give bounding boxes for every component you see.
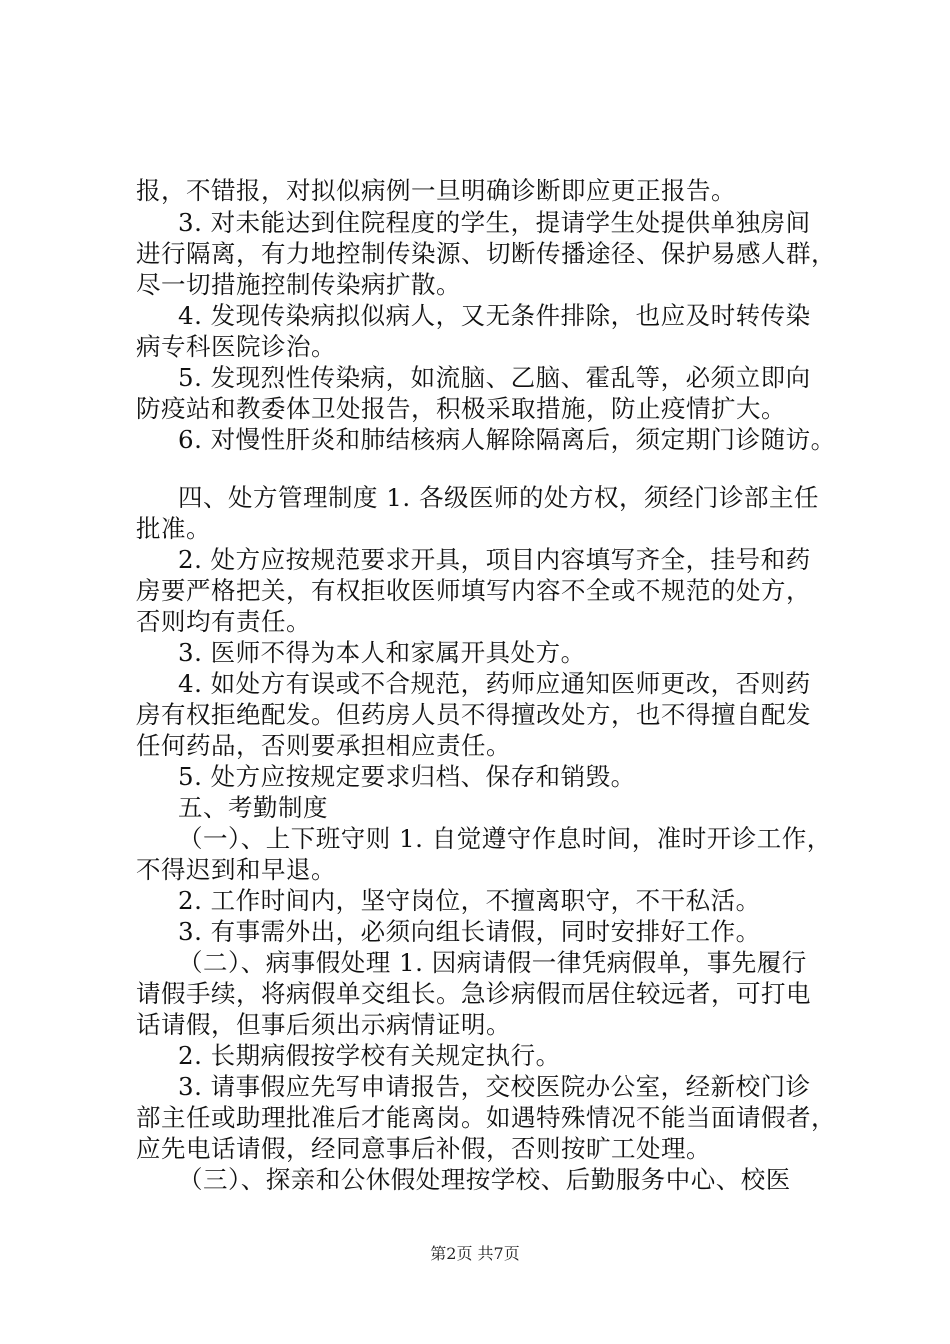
paragraph-line: 报，不错报，对拟似病例一旦明确诊断即应更正报告。 [136,176,736,205]
paragraph-line: 否则均有责任。 [136,607,311,636]
paragraph-line: 3. 对未能达到住院程度的学生，提请学生处提供单独房间 [178,208,811,237]
paragraph-line: 进行隔离，有力地控制传染源、切断传播途径、保护易感人群， [136,239,836,268]
section-heading-line: 四、处方管理制度 1. 各级医师的处方权，须经门诊部主任 [178,483,819,512]
paragraph-line: 房有权拒绝配发。但药房人员不得擅改处方，也不得擅自配发 [136,700,811,729]
section-heading-line: 五、考勤制度 [178,793,328,822]
paragraph-line: 任何药品，否则要承担相应责任。 [136,731,511,760]
paragraph-line: （三）、探亲和公休假处理按学校、后勤服务中心、校医 [178,1165,791,1194]
paragraph-line: 批准。 [136,514,211,543]
paragraph-line: （一）、上下班守则 1. 自觉遵守作息时间，准时开诊工作， [178,824,832,853]
paragraph-line: 5. 发现烈性传染病，如流脑、乙脑、霍乱等，必须立即向 [178,363,811,392]
paragraph-line: 6. 对慢性肝炎和肺结核病人解除隔离后，须定期门诊随访。 [178,425,836,454]
paragraph-line: 2. 工作时间内，坚守岗位，不擅离职守，不干私活。 [178,886,761,915]
paragraph-line: 病专科医院诊治。 [136,332,336,361]
paragraph-line: 5. 处方应按规定要求归档、保存和销毁。 [178,762,636,791]
paragraph-line: 尽一切措施控制传染病扩散。 [136,270,461,299]
paragraph-line: 4. 发现传染病拟似病人，又无条件排除，也应及时转传染 [178,301,811,330]
paragraph-line: 3. 有事需外出，必须向组长请假，同时安排好工作。 [178,917,761,946]
paragraph-line: 话请假，但事后须出示病情证明。 [136,1010,511,1039]
paragraph-line: 房要严格把关，有权拒收医师填写内容不全或不规范的处方， [136,576,811,605]
paragraph-line: 应先电话请假，经同意事后补假，否则按旷工处理。 [136,1134,711,1163]
paragraph-line: （二）、病事假处理 1. 因病请假一律凭病假单，事先履行 [178,948,807,977]
paragraph-line: 2. 处方应按规范要求开具，项目内容填写齐全，挂号和药 [178,545,811,574]
paragraph-line: 4. 如处方有误或不合规范，药师应通知医师更改，否则药 [178,669,811,698]
paragraph-line: 3. 请事假应先写申请报告，交校医院办公室，经新校门诊 [178,1072,811,1101]
paragraph-line: 2. 长期病假按学校有关规定执行。 [178,1041,561,1070]
paragraph-line: 部主任或助理批准后才能离岗。如遇特殊情况不能当面请假者， [136,1103,836,1132]
paragraph-line: 防疫站和教委体卫处报告，积极采取措施，防止疫情扩大。 [136,394,786,423]
page-number-footer: 第2页 共7页 [430,1244,520,1263]
paragraph-line: 3. 医师不得为本人和家属开具处方。 [178,638,586,667]
paragraph-line: 请假手续，将病假单交组长。急诊病假而居住较远者，可打电 [136,979,811,1008]
paragraph-line: 不得迟到和早退。 [136,855,336,884]
